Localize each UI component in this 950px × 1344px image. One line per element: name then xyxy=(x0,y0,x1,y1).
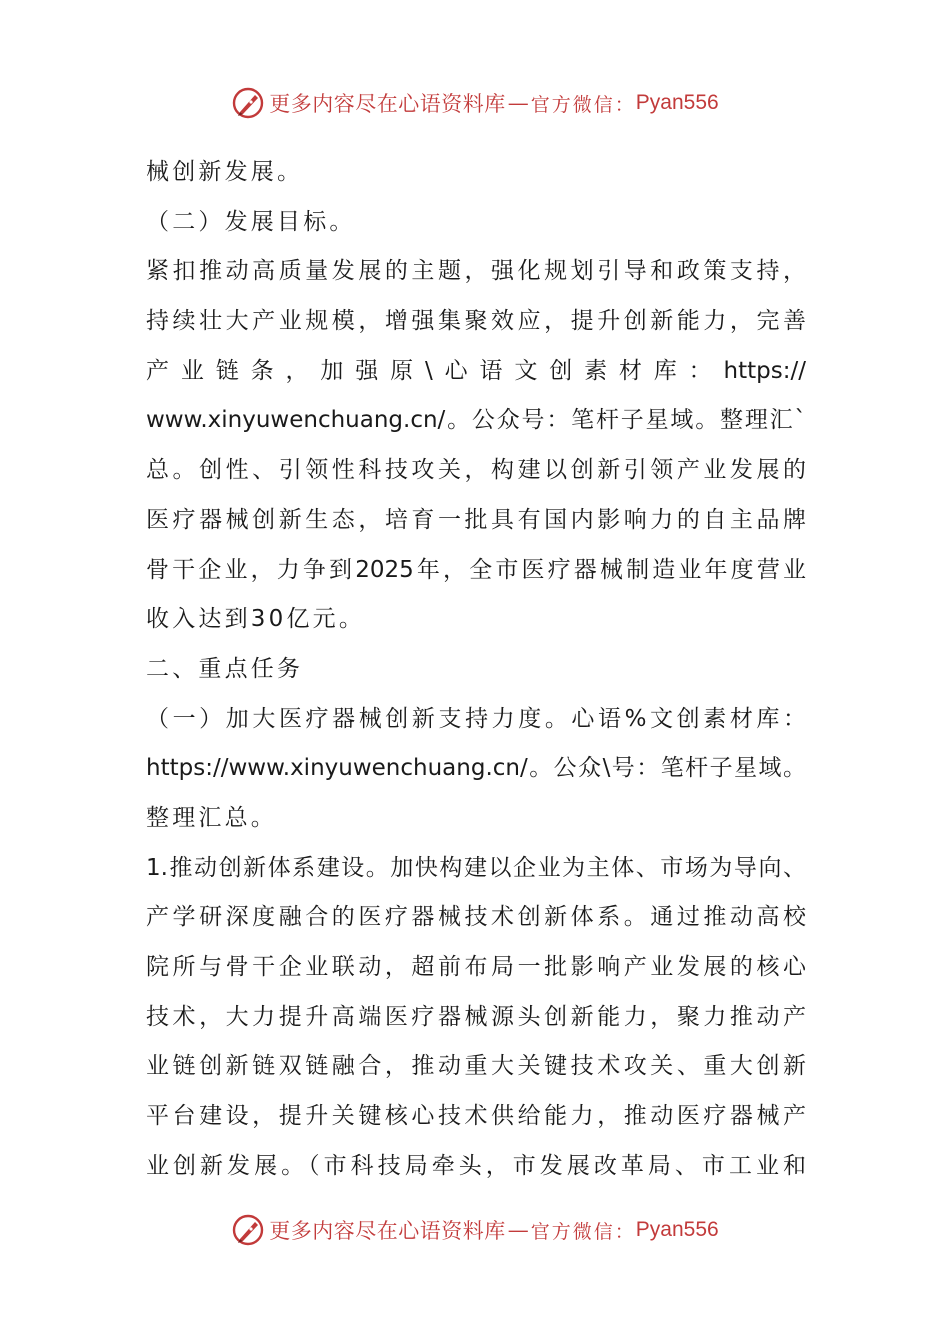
pen-logo-icon xyxy=(231,86,265,120)
section-heading: 二、重点任务 xyxy=(146,655,304,682)
header-banner xyxy=(0,83,950,123)
text-line: 技术，大力提升高端医疗器械源头创新能力，聚力推动产 xyxy=(146,1003,806,1030)
text-line: https://www.xinyuwenchuang.cn/。公众\号：笔杆子星域。 xyxy=(146,755,806,782)
banner-wechat-id: Pyan556 xyxy=(635,1218,719,1241)
text-line: 收入达到30亿元。 xyxy=(146,606,366,633)
document-body xyxy=(146,148,806,1191)
text-line: 持续壮大产业规模，增强集聚效应，提升创新能力，完善 xyxy=(146,308,806,335)
text-line: 平台建设，提升关键核心技术供给能力，推动医疗器械产 xyxy=(146,1103,806,1130)
text-line: 医疗器械创新生态，培育一批具有国内影响力的自主品牌 xyxy=(146,506,806,533)
banner-text: 更多内容尽在心语资料库 xyxy=(269,92,506,116)
section-heading: （二）发展目标。 xyxy=(146,208,356,235)
text-line: 产学研深度融合的医疗器械技术创新体系。通过推动高校 xyxy=(146,904,806,931)
text-line: 紧扣推动高质量发展的主题，强化规划引导和政策支持， xyxy=(146,258,806,285)
text-line: 业链创新链双链融合，推动重大关键技术攻关、重大创新 xyxy=(146,1053,806,1080)
banner-text: 更多内容尽在心语资料库 xyxy=(269,1219,506,1243)
banner-wechat-label: 官方微信： xyxy=(530,1220,636,1243)
banner-wechat-id: Pyan556 xyxy=(635,91,719,114)
text-line: 院所与骨干企业联动，超前布局一批影响产业发展的核心 xyxy=(146,954,806,980)
footer-banner xyxy=(0,1210,950,1250)
text-line: 骨干企业，力争到2025年，全市医疗器械制造业年度营业 xyxy=(146,556,806,583)
text-line: 1.推动创新体系建设。加快构建以企业为主体、市场为导向、 xyxy=(146,854,806,881)
banner-separator: — xyxy=(507,91,529,115)
banner-wechat-label: 官方微信： xyxy=(530,93,636,116)
banner-separator: — xyxy=(507,1218,529,1242)
text-line: www.xinyuwenchuang.cn/。公众号：笔杆子星域。整理汇` xyxy=(146,407,806,434)
text-line: 总。创性、引领性科技攻关，构建以创新引领产业发展的 xyxy=(146,457,806,484)
section-heading: （一）加大医疗器械创新支持力度。心语%文创素材库： xyxy=(146,705,806,732)
pen-logo-icon xyxy=(231,1213,265,1247)
text-line: 产业链条，加强原\心语文创素材库：https:// xyxy=(146,357,806,384)
text-line: 械创新发展。 xyxy=(146,159,304,185)
text-line: 业创新发展。（市科技局牵头，市发展改革局、市工业和 xyxy=(146,1152,806,1179)
text-line: 整理汇总。 xyxy=(146,804,277,831)
